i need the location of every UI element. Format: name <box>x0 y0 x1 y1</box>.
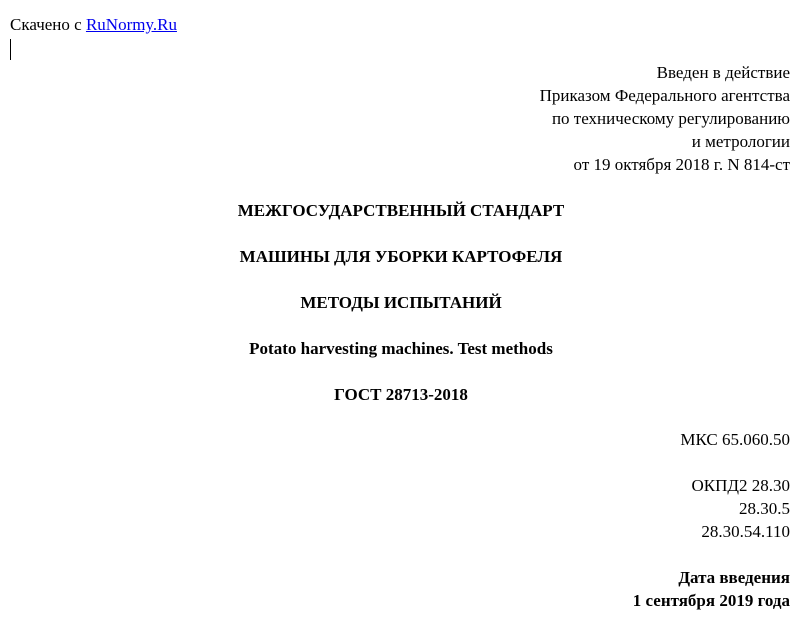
source-link[interactable]: RuNormy.Ru <box>85 15 177 34</box>
introduction-line: и метрологии <box>691 132 790 151</box>
okpd-code-line: ОКПД2 28.30 <box>691 476 790 495</box>
introduction-line: Введен в действие <box>656 63 790 82</box>
source-line <box>10 15 177 35</box>
introduction-line: Приказом Федерального агентства <box>539 86 790 105</box>
document-title: МАШИНЫ ДЛЯ УБОРКИ КАРТОФЕЛЯ <box>239 247 563 266</box>
effective-date-value: 1 сентября 2019 года <box>632 591 790 610</box>
okpd-code-line: 28.30.54.110 <box>701 522 790 541</box>
effective-date-label: Дата введения <box>678 568 790 587</box>
text-cursor <box>10 39 11 60</box>
mks-code <box>680 428 790 451</box>
document-subtitle: МЕТОДЫ ИСПЫТАНИЙ <box>300 293 502 312</box>
introduction-line: от 19 октября 2018 г. N 814-ст <box>573 155 790 174</box>
okpd-codes <box>692 474 791 543</box>
standard-designation: ГОСТ 28713-2018 <box>334 385 468 404</box>
mks-code-text: МКС 65.060.50 <box>680 430 790 449</box>
document-title-english: Potato harvesting machines. Test methods <box>249 339 553 358</box>
standard-type-heading: МЕЖГОСУДАРСТВЕННЫЙ СТАНДАРТ <box>237 201 565 220</box>
okpd-code-line: 28.30.5 <box>739 499 790 518</box>
introduction-line: по техническому регулированию <box>551 109 790 128</box>
source-prefix: Скачено с <box>10 15 86 34</box>
effective-date-block <box>633 566 790 612</box>
introduction-block <box>540 61 790 176</box>
